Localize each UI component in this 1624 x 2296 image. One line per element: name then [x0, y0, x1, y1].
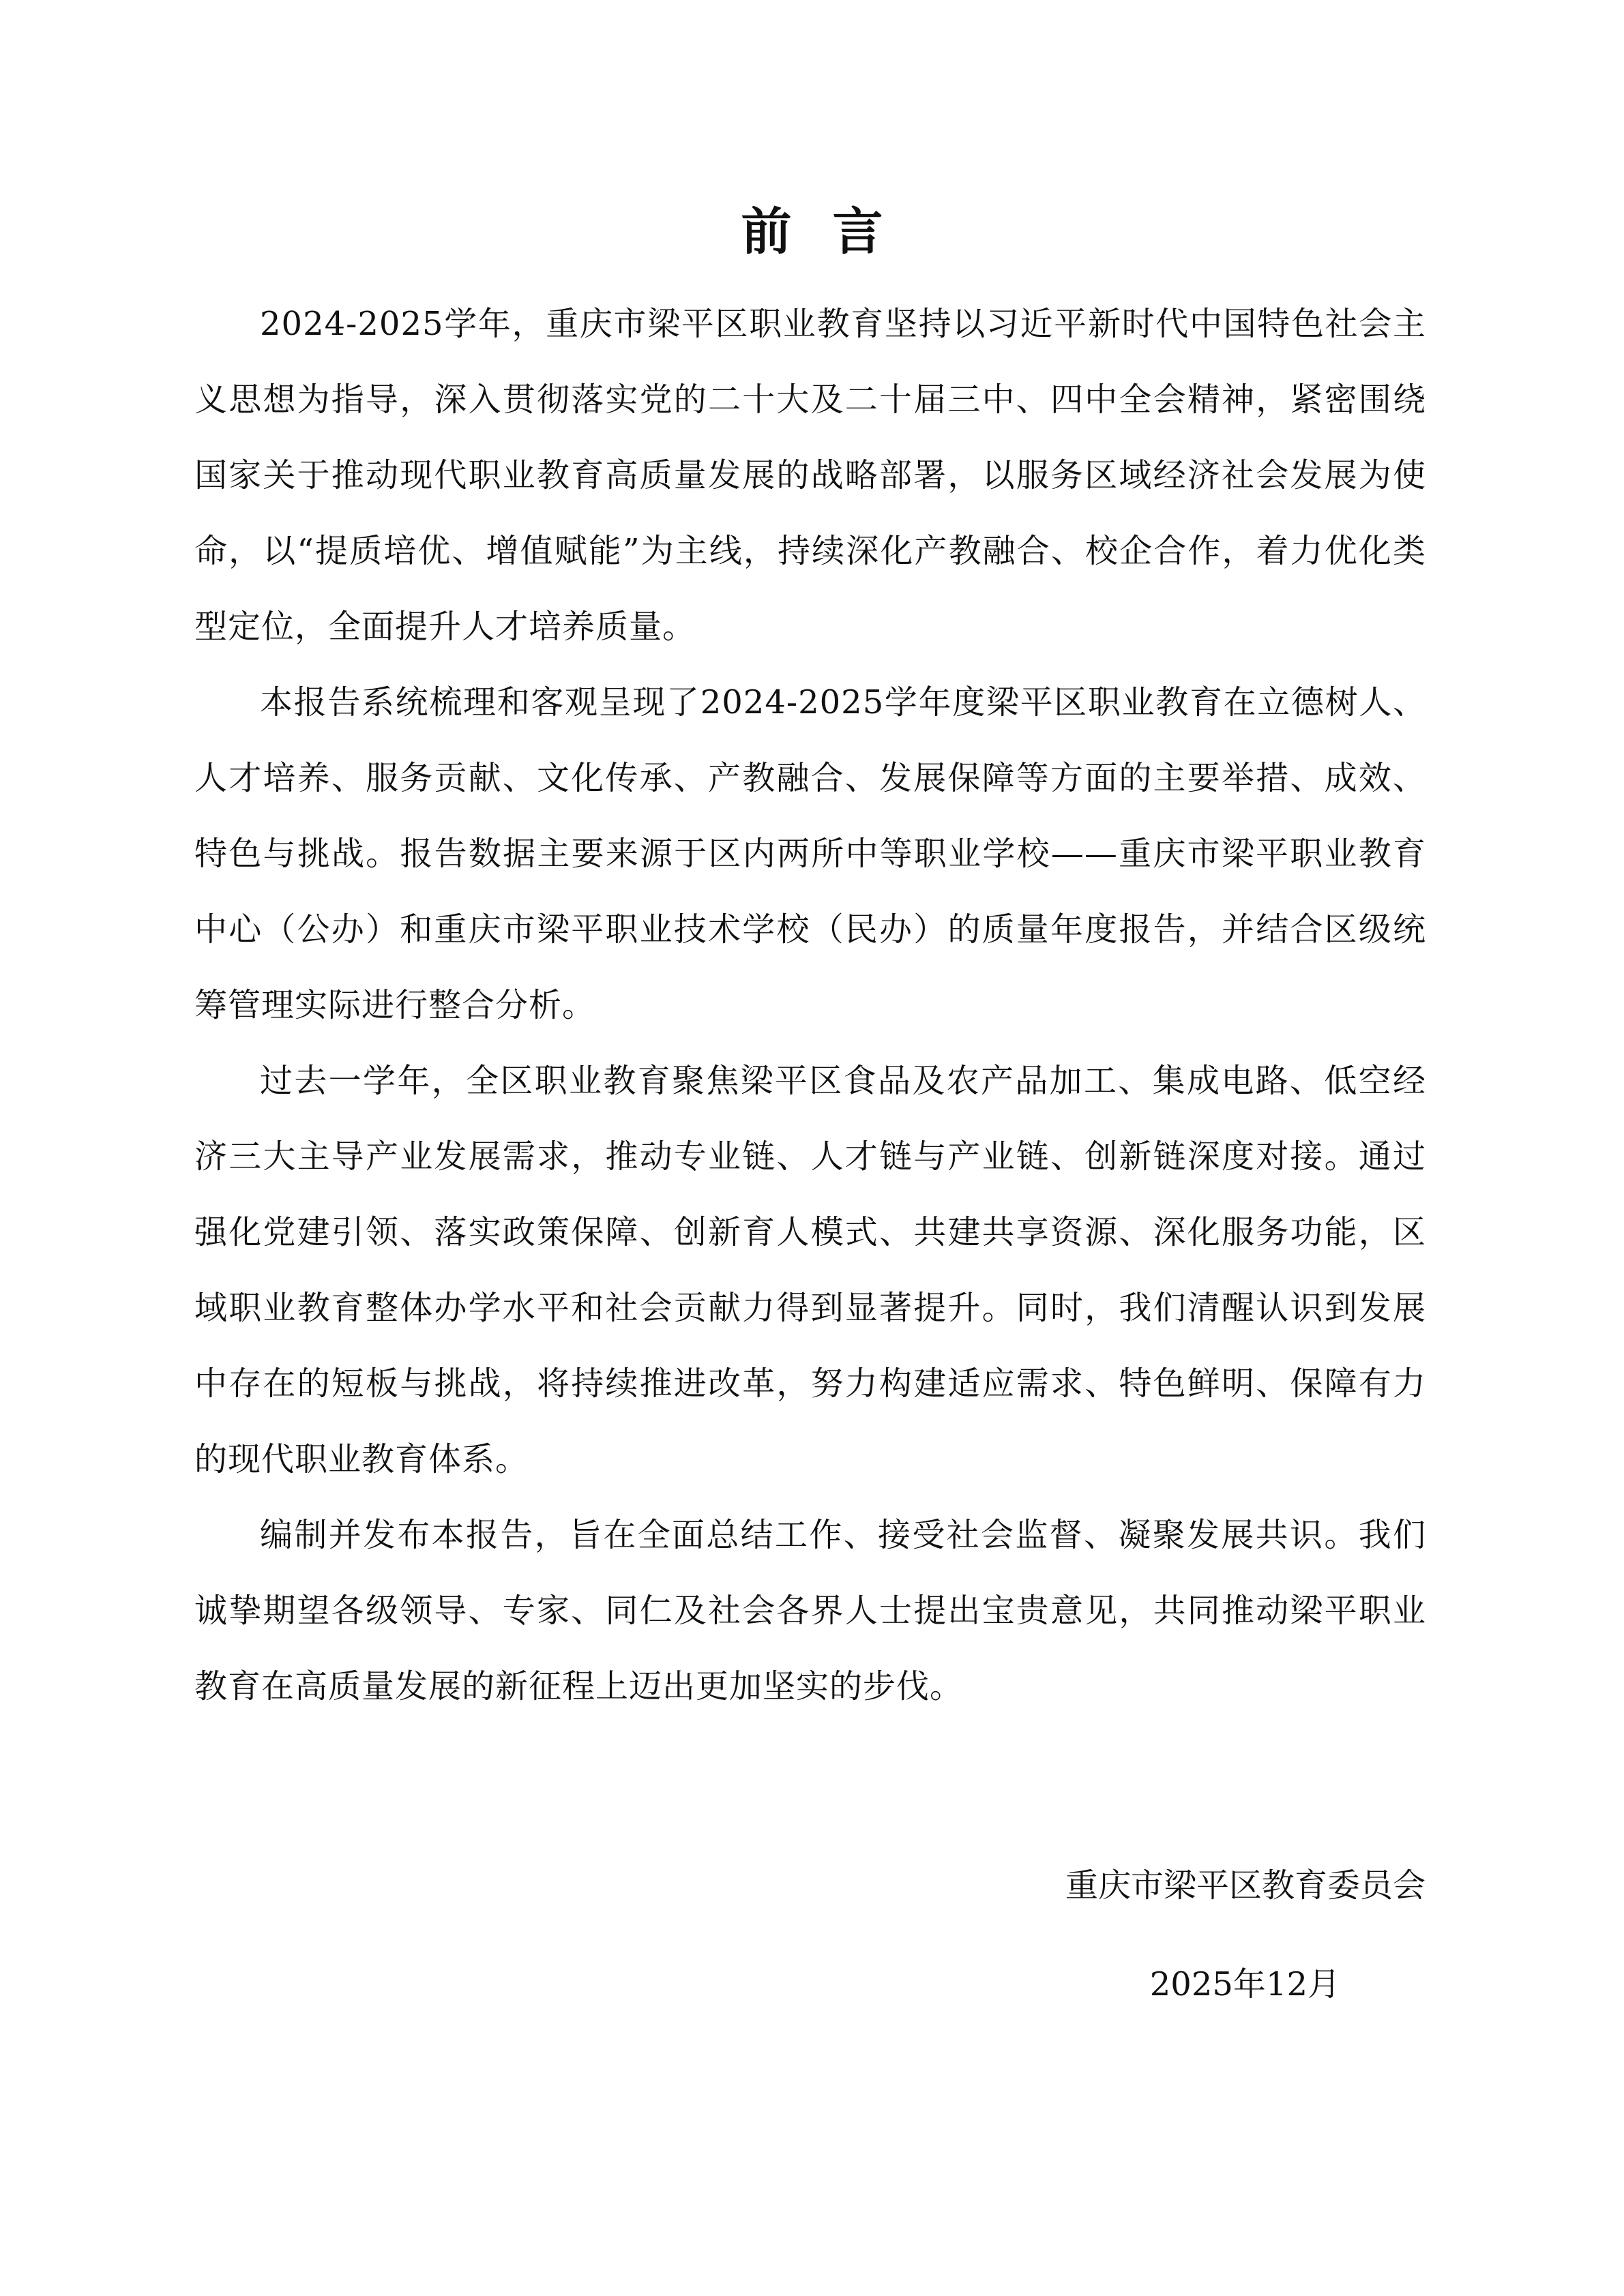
- preface-body: [194, 286, 1426, 1725]
- signature-organization: 重庆市梁平区教育委员会: [1065, 1866, 1426, 1905]
- page-title: 前言: [741, 203, 924, 261]
- paragraph-intro: 2024-2025学年，重庆市梁平区职业教育坚持以习近平新时代中国特色社会主义思想为指导，深入贯彻落实党的二十大及二十届三中、四中全会精神，紧密围绕国家关于推动现代职业教育高质量发展的战略部署，以服务区域经济社会发展为使命，以“提质培优、增值赋能”为主线，持续深化产教融合、校企合作，着力优化类型定位，全面提升人才培养质量。: [194, 305, 1426, 646]
- paragraph-achievements: 过去一学年，全区职业教育聚焦梁平区食品及农产品加工、集成电路、低空经济三大主导产业发展需求，推动专业链、人才链与产业链、创新链深度对接。通过强化党建引领、落实政策保障、创新育人模式、共建共享资源、深化服务功能，区域职业教育整体办学水平和社会贡献力得到显著提升。同时，我们清醒认识到发展中存在的短板与挑战，将持续推进改革，努力构建适应需求、特色鲜明、保障有力的现代职业教育体系。: [194, 1062, 1426, 1478]
- paragraph-report-scope: 本报告系统梳理和客观呈现了2024-2025学年度梁平区职业教育在立德树人、人才培养、服务贡献、文化传承、产教融合、发展保障等方面的主要举措、成效、特色与挑战。报告数据主要来源于区内两所中等职业学校——重庆市梁平职业教育中心（公办）和重庆市梁平职业技术学校（民办）的质量年度报告，并结合区级统筹管理实际进行整合分析。: [194, 683, 1426, 1024]
- signature-date: 2025年12月: [1149, 1965, 1340, 2003]
- paragraph-purpose: 编制并发布本报告，旨在全面总结工作、接受社会监督、凝聚发展共识。我们诚挚期望各级领导、专家、同仁及社会各界人士提出宝贵意见，共同推动梁平职业教育在高质量发展的新征程上迈出更加坚实的步伐。: [194, 1516, 1426, 1705]
